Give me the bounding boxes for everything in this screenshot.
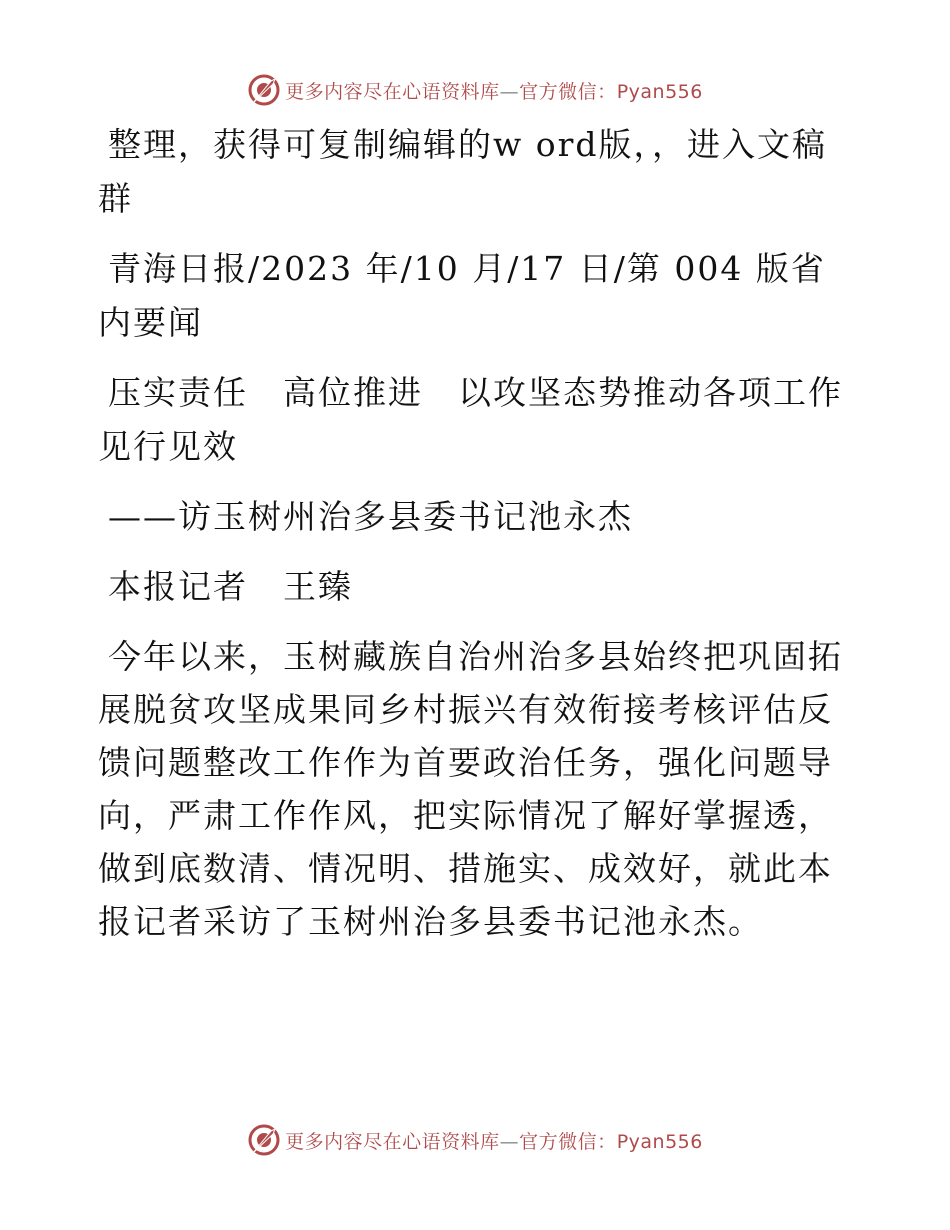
watermark-wechat-id: Pyan556 (616, 1130, 703, 1153)
article-subtitle: ——访玉树州治多县委书记池永杰 (108, 497, 633, 536)
source-line: 青海日报/2023 年/10 月/17 日/第 004 版省内要闻 (98, 249, 826, 342)
watermark-slogan: 更多内容尽在心语资料库 (285, 80, 500, 103)
watermark-dash: — (499, 1130, 520, 1153)
watermark-slogan: 更多内容尽在心语资料库 (285, 1130, 500, 1153)
intro-paragraph: 整理，获得可复制编辑的w ord版，，进入文稿群 (98, 125, 828, 218)
article-byline: 本报记者 王臻 (108, 567, 353, 606)
watermark-wechat-id: Pyan556 (616, 80, 703, 103)
article-body: 今年以来，玉树藏族自治州治多县始终把巩固拓展脱贫攻坚成果同乡村振兴有效衔接考核评估反馈问题整改工作作为首要政治任务，强化问题导向，严肃工作作风，把实际情况了解好掌握透，做到底数清、情况明、措施实、成效好，就此本报记者采访了玉树州治多县委书记池永杰。 (98, 637, 843, 941)
document-content (98, 118, 850, 964)
watermark-wechat-label: 官方微信： (519, 80, 617, 103)
watermark-text (285, 77, 703, 104)
quill-logo-icon (247, 1123, 281, 1157)
header-watermark (0, 70, 950, 110)
watermark-text (285, 1127, 703, 1154)
footer-watermark (0, 1120, 950, 1160)
watermark-dash: — (499, 80, 520, 103)
article-headline: 压实责任 高位推进 以攻坚态势推动各项工作见行见效 (98, 373, 843, 466)
quill-logo-icon (247, 73, 281, 107)
watermark-wechat-label: 官方微信： (519, 1130, 617, 1153)
